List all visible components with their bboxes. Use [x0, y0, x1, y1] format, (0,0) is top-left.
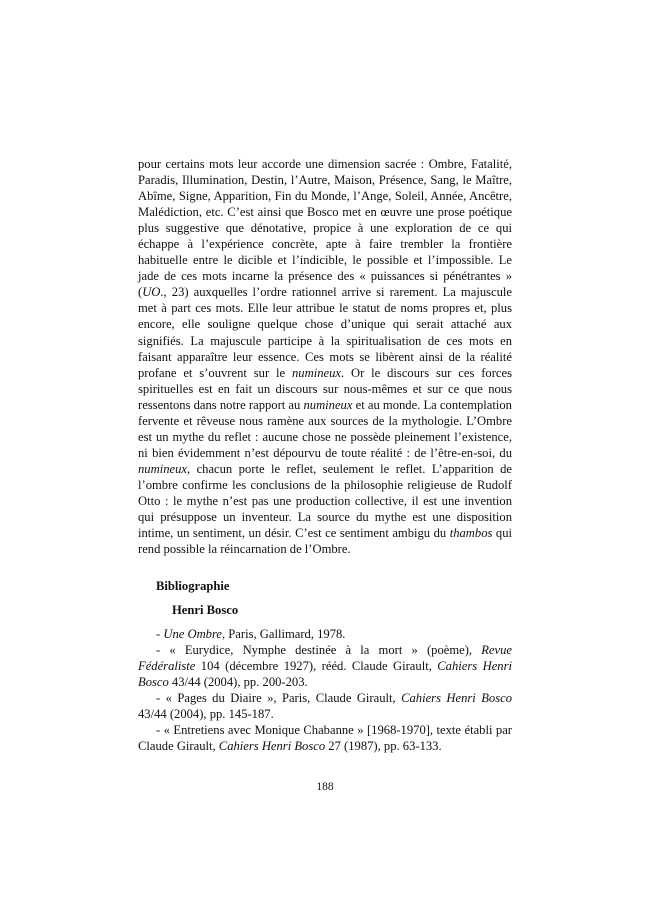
- text-run: 104 (décembre 1927), rééd. Claude Girault,: [195, 659, 438, 674]
- bibliography-entry: [138, 690, 512, 722]
- page-number: 188: [316, 781, 334, 793]
- italic-text-run: thambos: [449, 526, 493, 541]
- bibliography-list: [138, 626, 512, 754]
- italic-text-run: numineux: [292, 365, 341, 380]
- text-run: 43/44 (2004), pp. 200-203.: [168, 675, 308, 690]
- italic-text-run: Cahiers Henri Bosco: [401, 691, 512, 706]
- bibliography-entry: [138, 722, 512, 754]
- main-paragraph: [138, 156, 512, 557]
- italic-text-run: numineux: [303, 397, 353, 412]
- text-run: pour certains mots leur accorde une dimension sacrée : Ombre, Fatalité, Paradis, Illumination, Destin, l’Autre, Maison, Présence, Sang, le Maître, Abîme, Signe, Apparition, Fin du Monde, l’Ange, Soleil, Année, Ancêtre, Malédiction, etc. C’est ainsi que Bosco met en œuvre une prose poétique plus suggestive que dénotative, propice à une exploration de ce qui échappe à l’expérience concrète, apte à faire trembler la frontière habituelle entre le dicible et l’indicible, le possible et l’impossible. Le jade de ces mots incarne la présence des « puissances si pénétrantes » (: [138, 157, 512, 300]
- text-run: qui rend possible la réincarnation de l’Ombre.: [138, 526, 512, 557]
- bibliography-heading: Bibliographie: [156, 579, 230, 593]
- text-run: 27 (1987), pp. 63-133.: [325, 739, 442, 754]
- text-run: . Or le discours sur ces forces spirituelles est en fait un discours sur nous-mêmes et sur ce que nous ressentons dans notre rapport au: [138, 365, 512, 412]
- text-run: -: [156, 627, 164, 641]
- text-run: , Paris, Gallimard, 1978.: [221, 627, 346, 641]
- italic-text-run: Cahiers Henri Bosco: [218, 739, 326, 754]
- text-run: , chacun porte le reflet, seulement le reflet. L’apparition de l’ombre confirme les conclusions de la philosophie religieuse de Rudolf Otto : le mythe n’est pas une production collective, il est une invention qui présuppose un inventeur. La source du mythe est une disposition intime, un sentiment, un désir. C’est ce sentiment ambigu du: [138, 461, 512, 541]
- text-run: - « Entretiens avec Monique Chabanne » [1968-1970], texte établi par Claude Girault,: [138, 723, 512, 754]
- bibliography-entry: [138, 626, 512, 642]
- text-run: 43/44 (2004), pp. 145-187.: [138, 707, 274, 722]
- text-run: - « Pages du Diaire », Paris, Claude Girault,: [156, 691, 402, 706]
- text-run: et au monde. La contemplation fervente et rêveuse nous ramène aux sources de la mythologie. L’Ombre est un mythe du reflet : aucune chose ne possède pleinement l’existence, ni bien évidemment n’est dépourvu de toute réalité : de l’être-en-soi, du: [138, 397, 512, 460]
- author-subheading: Henri Bosco: [172, 603, 239, 617]
- text-run: ., 23) auxquelles l’ordre rationnel arrive si rarement. La majuscule met à part ces mots. Elle leur attribue le statut de noms propres et, plus encore, elle souligne quelque chose d’unique qui serait attaché aux signifiés. La majuscule participe à la spiritualisation de ces mots en faisant apparaître leur essence. Ces mots se libèrent ainsi de la réalité profane et s’ouvrent sur le: [138, 285, 512, 380]
- italic-text-run: Cahiers Henri Bosco: [138, 659, 512, 690]
- bibliography-entry: [138, 642, 512, 690]
- italic-text-run: Une Ombre: [163, 627, 222, 641]
- italic-text-run: Revue Fédéraliste: [138, 643, 512, 674]
- italic-text-run: numineux: [138, 461, 187, 476]
- italic-text-run: UO: [142, 285, 161, 300]
- text-run: - « Eurydice, Nymphe destinée à la mort » (poème),: [156, 643, 482, 658]
